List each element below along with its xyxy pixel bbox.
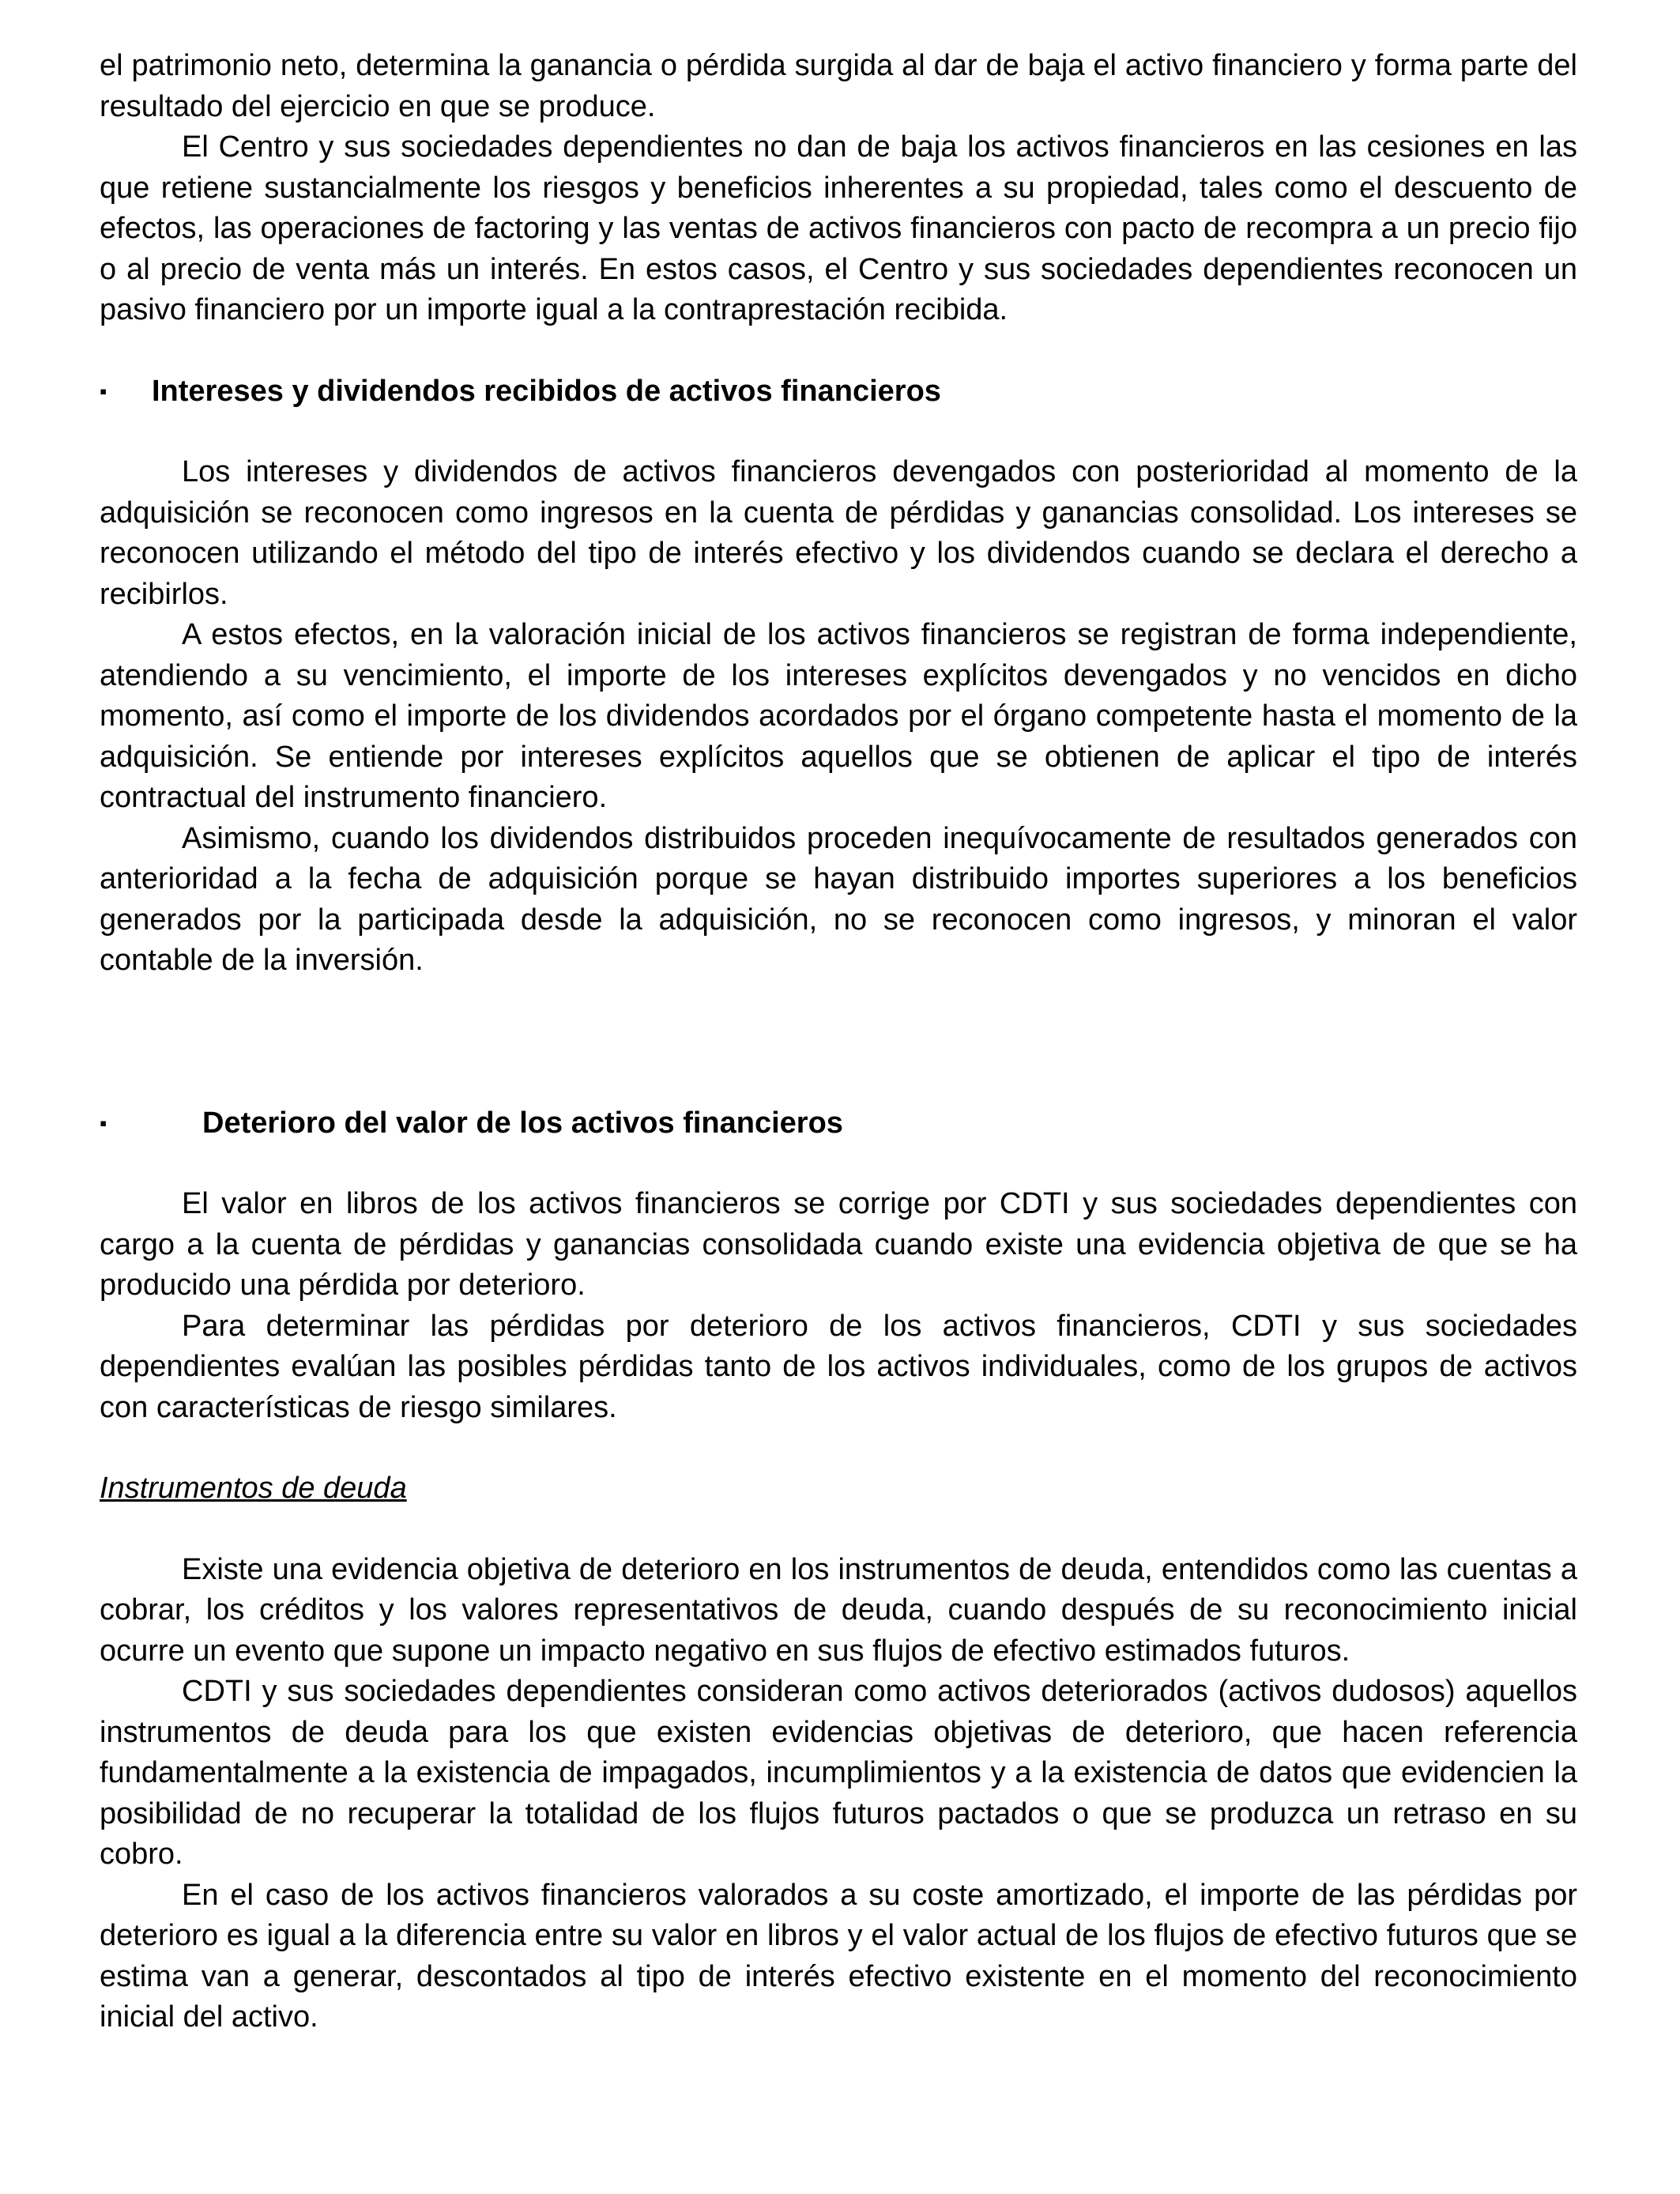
- document-page: [100, 46, 1577, 2038]
- section-title: Intereses y dividendos recibidos de activos financieros: [152, 374, 941, 408]
- paragraph: El Centro y sus sociedades dependientes no dan de baja los activos financieros en las cesiones en las que retiene sustancialmente los riesgos y beneficios inherentes a su propiedad, tales como el descuento de efectos, las operaciones de factoring y las ventas de activos financieros con pacto de recompra a un precio fijo o al precio de venta más un interés. En estos casos, el Centro y sus sociedades dependientes reconocen un pasivo financiero por un importe igual a la contraprestación recibida.: [100, 130, 1577, 326]
- paragraph: Asimismo, cuando los dividendos distribuidos proceden inequívocamente de resultados generados con anterioridad a la fecha de adquisición porque se hayan distribuido importes superiores a los beneficios generados por la participada desde la adquisición, no se reconocen como ingresos, y minoran el valor contable de la inversión.: [100, 821, 1577, 977]
- section-heading-intereses: [100, 371, 1577, 413]
- paragraph: El valor en libros de los activos financieros se corrige por CDTI y sus sociedades dependientes con cargo a la cuenta de pérdidas y ganancias consolidada cuando existe una evidencia objetiva de que se ha producido una pérdida por deterioro.: [100, 1187, 1577, 1302]
- paragraph: Existe una evidencia objetiva de deterioro en los instrumentos de deuda, entendidos como las cuentas a cobrar, los créditos y los valores representativos de deuda, cuando después de su reconocimiento inicial ocurre un evento que supone un impacto negativo en sus flujos de efectivo estimados futuros.: [100, 1552, 1577, 1668]
- paragraph: Para determinar las pérdidas por deterioro de los activos financieros, CDTI y sus sociedades dependientes evalúan las posibles pérdidas tanto de los activos individuales, como de los grupos de activos con características de riesgo similares.: [100, 1309, 1577, 1424]
- subheading-instrumentos-de-deuda: Instrumentos de deuda: [100, 1472, 407, 1505]
- square-bullet-icon: ▪: [100, 1110, 107, 1135]
- square-bullet-icon: ▪: [100, 379, 107, 403]
- section-title: Deterioro del valor de los activos financieros: [202, 1106, 843, 1140]
- paragraph: Los intereses y dividendos de activos financieros devengados con posterioridad al momento de la adquisición se reconocen como ingresos en la cuenta de pérdidas y ganancias consolidad. Los intereses se reconocen utilizando el método del tipo de interés efectivo y los dividendos cuando se declara el derecho a recibirlos.: [100, 455, 1577, 611]
- paragraph: CDTI y sus sociedades dependientes consideran como activos deteriorados (activos dudosos) aquellos instrumentos de deuda para los que existen evidencias objetivas de deterioro, que hacen referencia fundamentalmente a la existencia de impagados, incumplimientos y a la existencia de datos que evidencien la posibilidad de no recuperar la totalidad de los flujos futuros pactados o que se produzca un retraso en su cobro.: [100, 1675, 1577, 1871]
- paragraph: En el caso de los activos financieros valorados a su coste amortizado, el importe de las pérdidas por deterioro es igual a la diferencia entre su valor en libros y el valor actual de los flujos de efectivo futuros que se estima van a generar, descontados al tipo de interés efectivo existente en el momento del reconocimiento inicial del activo.: [100, 1878, 1577, 2034]
- paragraph: A estos efectos, en la valoración inicial de los activos financieros se registran de forma independiente, atendiendo a su vencimiento, el importe de los intereses explícitos devengados y no vencidos en dicho momento, así como el importe de los dividendos acordados por el órgano competente hasta el momento de la adquisición. Se entiende por intereses explícitos aquellos que se obtienen de aplicar el tipo de interés contractual del instrumento financiero.: [100, 618, 1577, 814]
- section-heading-deterioro: [100, 1103, 1577, 1144]
- paragraph: el patrimonio neto, determina la ganancia o pérdida surgida al dar de baja el activo financiero y forma parte del resultado del ejercicio en que se produce.: [100, 49, 1577, 123]
